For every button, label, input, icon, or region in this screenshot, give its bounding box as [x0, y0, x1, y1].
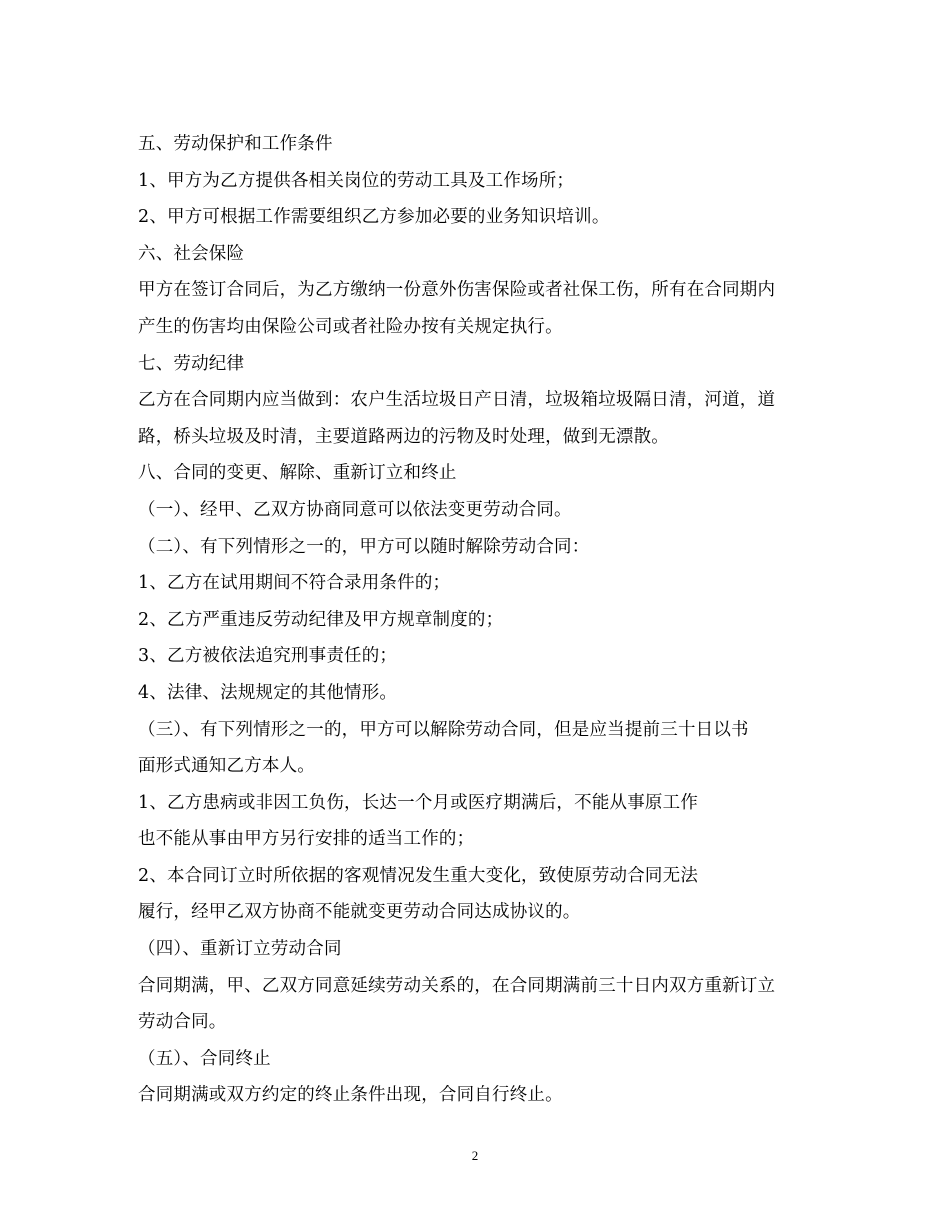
- paragraph-line: 面形式通知乙方本人。: [138, 756, 315, 777]
- section-heading-social-insurance: 六、社会保险: [138, 243, 245, 264]
- paragraph-line: （五）、合同终止: [138, 1048, 271, 1069]
- section-heading-labor-protection: 五、劳动保护和工作条件: [138, 134, 333, 154]
- section-heading-contract-change: 八、合同的变更、解除、重新订立和终止: [138, 463, 457, 484]
- paragraph-line: 3、乙方被依法追究刑事责任的；: [138, 646, 398, 667]
- section-heading-labor-discipline: 七、劳动纪律: [138, 353, 245, 374]
- paragraph-line: 合同期满或双方约定的终止条件出现，合同自行终止。: [138, 1085, 563, 1106]
- paragraph-line: 产生的伤害均由保险公司或者社险办按有关规定执行。: [138, 316, 563, 337]
- paragraph-line: 1、乙方在试用期间不符合录用条件的；: [138, 573, 451, 594]
- paragraph-line: （一）、经甲、乙双方协商同意可以依法变更劳动合同。: [138, 499, 572, 520]
- paragraph-line: （二）、有下列情形之一的，甲方可以随时解除劳动合同：: [138, 536, 590, 557]
- paragraph-line: 1、甲方为乙方提供各相关岗位的劳动工具及工作场所；: [138, 170, 575, 191]
- paragraph-line: 4、法律、法规规定的其他情形。: [138, 682, 398, 703]
- paragraph-line: 劳动合同。: [138, 1012, 227, 1033]
- page-number: 2: [471, 1148, 479, 1163]
- paragraph-line: 路，桥头垃圾及时清，主要道路两边的污物及时处理，做到无漂散。: [138, 426, 669, 447]
- paragraph-line: 合同期满，甲、乙双方同意延续劳动关系的，在合同期满前三十日内双方重新订立: [138, 975, 776, 996]
- paragraph-line: 2、甲方可根据工作需要组织乙方参加必要的业务知识培训。: [138, 207, 610, 228]
- paragraph-line: 2、本合同订立时所依据的客观情况发生重大变化，致使原劳动合同无法: [138, 865, 699, 886]
- paragraph-line: （三）、有下列情形之一的，甲方可以解除劳动合同，但是应当提前三十日以书: [138, 719, 749, 740]
- paragraph-line: 也不能从事由甲方另行安排的适当工作的；: [138, 829, 475, 850]
- paragraph-line: 乙方在合同期内应当做到：农户生活垃圾日产日清，垃圾箱垃圾隔日清，河道，道: [138, 390, 776, 411]
- paragraph-line: 履行，经甲乙双方协商不能就变更劳动合同达成协议的。: [138, 902, 581, 923]
- paragraph-line: 2、乙方严重违反劳动纪律及甲方规章制度的；: [138, 609, 504, 630]
- paragraph-line: 1、乙方患病或非因工负伤，长达一个月或医疗期满后，不能从事原工作: [138, 792, 699, 813]
- paragraph-line: 甲方在签订合同后，为乙方缴纳一份意外伤害保险或者社保工伤，所有在合同期内: [138, 280, 776, 301]
- document-body: [138, 126, 818, 1114]
- paragraph-line: （四）、重新订立劳动合同: [138, 939, 342, 960]
